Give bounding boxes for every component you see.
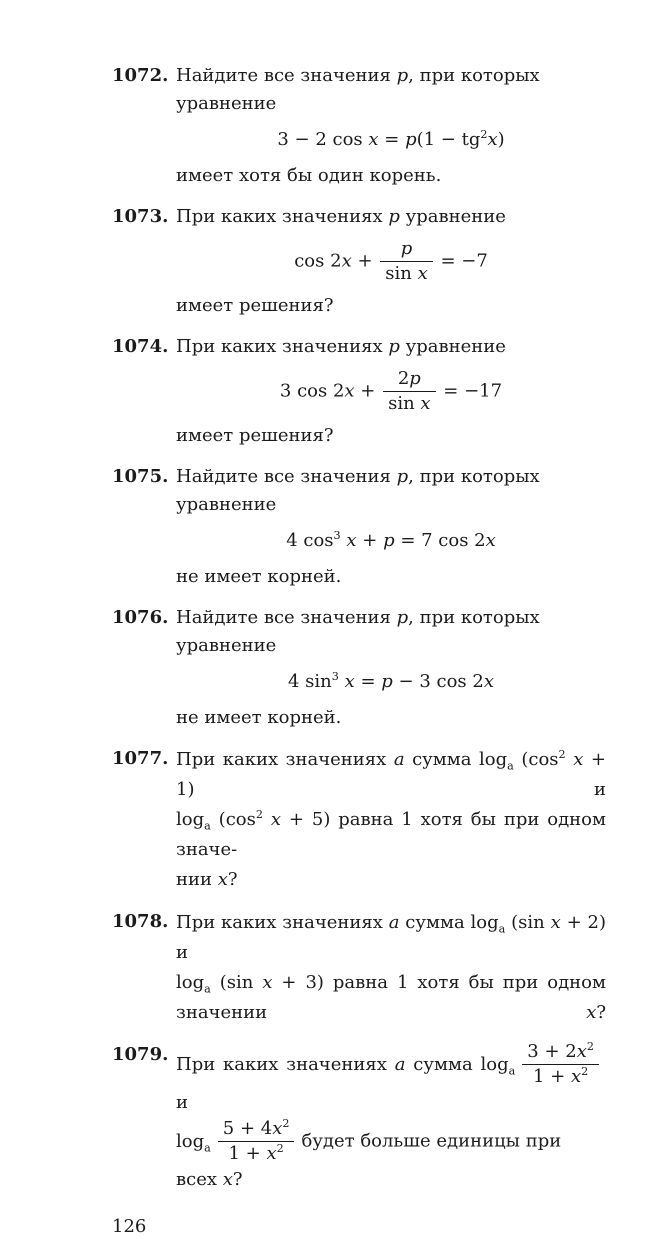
text-before-fraction: $\log_a$ [176,1130,211,1155]
fraction-numerator: 2p [383,368,435,392]
problem-1077 [112,745,606,895]
problem-text-line: При каких значениях a сумма $\log_a (\cos^2$ x + 1) и [176,748,606,800]
problem-1078 [112,908,606,1028]
fraction [218,1118,295,1165]
problem-condition: имеет решения? [176,295,334,316]
problem-statement: Найдите все значения p, при которых уравнение [176,607,540,656]
equation-left: cos 2x + [294,250,379,272]
equation-right: = −17 [437,380,503,402]
problem-condition: не имеет корней. [176,707,342,728]
problem-1076 [112,604,606,732]
problem-number: 1077. [112,748,169,769]
problem-1074 [112,333,606,450]
equation [176,238,606,285]
page-number: 126 [112,1216,147,1237]
fraction-numerator: $3 + 2x^2$ [522,1041,599,1065]
problem-number: 1076. [112,607,169,628]
text-before-fraction: При каких значениях a сумма $\log_a$ [176,1053,516,1078]
fraction-denominator: $1 + x^2$ [533,1065,589,1087]
equation [176,368,606,415]
problem-1075 [112,463,606,591]
fraction-numerator: $5 + 4x^2$ [218,1118,295,1142]
problem-text-line [176,1118,606,1195]
fraction [380,238,432,285]
text-after-fraction: будет больше единицы при всех x? [176,1130,562,1190]
problem-condition: имеет решения? [176,425,334,446]
equation: 4 $\cos^3 x + p = 7$ cos 2x [286,529,496,551]
problem-condition: не имеет корней. [176,566,342,587]
problem-statement: При каких значениях p уравнение [176,206,506,227]
problem-number: 1072. [112,65,169,86]
equation-right: = −7 [434,250,488,272]
problem-statement: Найдите все значения p, при которых уравнение [176,466,540,515]
problem-statement: Найдите все значения p, при которых уравнение [176,65,540,114]
equation-left: 3 cos 2x + [279,380,382,402]
equation: 3 − 2 $\cos x = p(1 - tg^2x)$ [277,128,505,150]
fraction-denominator: $1 + x^2$ [228,1142,284,1164]
problem-text-line: $\log_a (\sin$ x + 3) равна 1 хотя бы при одном значении x? [176,972,606,1023]
problem-condition: имеет хотя бы один корень. [176,165,442,186]
problem-number: 1075. [112,466,169,487]
problem-number: 1074. [112,336,169,357]
problem-text-line [176,1041,606,1118]
equation: 4 $\sin^3 x = p - 3$ cos 2x [287,670,494,692]
problem-1079 [112,1041,606,1195]
fraction-numerator: p [380,238,432,262]
problem-1073 [112,203,606,320]
problem-text-line: нии x? [176,869,238,890]
problem-statement: При каких значениях p уравнение [176,336,506,357]
fraction [522,1041,599,1088]
problem-text-line: При каких значениях a сумма $\log_a (\sin$ x + 2) и [176,912,606,963]
problem-number: 1073. [112,206,169,227]
fraction [383,368,435,415]
problem-text-line: $\log_a (\cos^2$ x + 5) равна 1 хотя бы при одном значе- [176,808,606,860]
text-after-fraction: и [176,1092,188,1113]
problem-number: 1078. [112,911,169,932]
problem-number: 1079. [112,1044,169,1065]
problem-1072 [112,62,606,190]
fraction-denominator: sin x [385,263,428,284]
fraction-denominator: sin x [388,393,431,414]
